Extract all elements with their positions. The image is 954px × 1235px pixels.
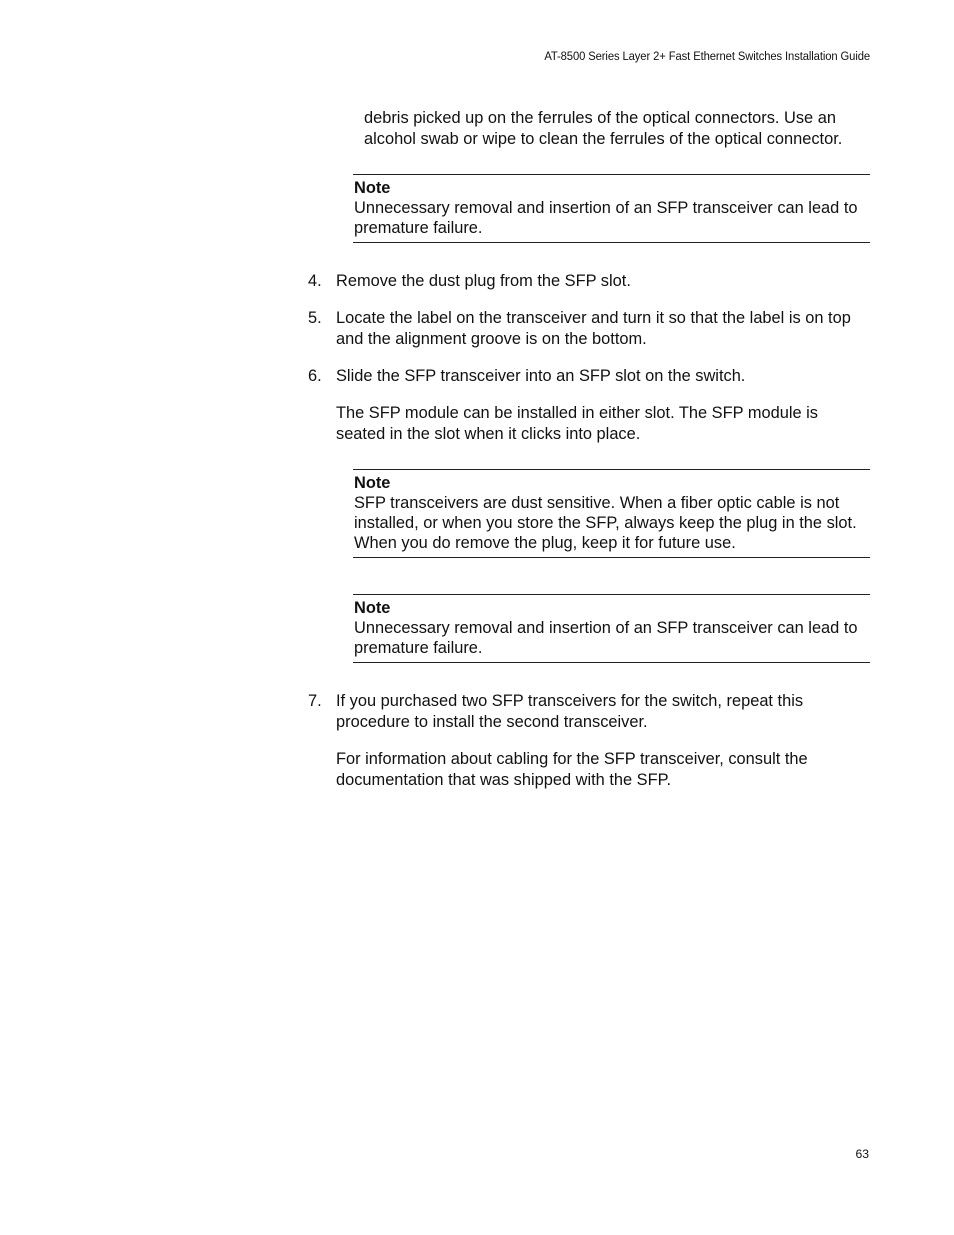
step-number: 5. [308, 309, 322, 327]
body-paragraph: For information about cabling for the SFP transceiver, consult the documentation that was shipped with the SFP. [336, 750, 808, 789]
step-number: 7. [308, 692, 322, 710]
note-box [353, 469, 870, 558]
step-text: Remove the dust plug from the SFP slot. [336, 272, 631, 290]
note-text: Unnecessary removal and insertion of an SFP transceiver can lead to premature failure. [354, 199, 858, 237]
step-text: Locate the label on the transceiver and turn it so that the label is on top and the alignment groove is on the bottom. [336, 309, 851, 348]
continuation-paragraph: debris picked up on the ferrules of the optical connectors. Use an alcohol swab or wipe to clean the ferrules of the optical connector. [364, 109, 843, 148]
step-number: 6. [308, 367, 322, 385]
step-text: If you purchased two SFP transceivers for the switch, repeat this procedure to install the second transceiver. [336, 692, 804, 731]
page-number: 63 [855, 1147, 869, 1161]
note-text: Unnecessary removal and insertion of an SFP transceiver can lead to premature failure. [354, 619, 858, 657]
body-paragraph: The SFP module can be installed in either slot. The SFP module is seated in the slot when it clicks into place. [336, 404, 818, 443]
step-number: 4. [308, 272, 322, 290]
note-title: Note [354, 179, 391, 197]
note-box [353, 174, 870, 243]
running-header: AT-8500 Series Layer 2+ Fast Ethernet Switches Installation Guide [544, 49, 870, 63]
note-text: SFP transceivers are dust sensitive. When a fiber optic cable is not installed, or when you store the SFP, always keep the plug in the slot. When you do remove the plug, keep it for future use. [354, 494, 857, 552]
note-title: Note [354, 474, 391, 492]
note-box [353, 594, 870, 663]
note-title: Note [354, 599, 391, 617]
step-text: Slide the SFP transceiver into an SFP slot on the switch. [336, 367, 746, 385]
